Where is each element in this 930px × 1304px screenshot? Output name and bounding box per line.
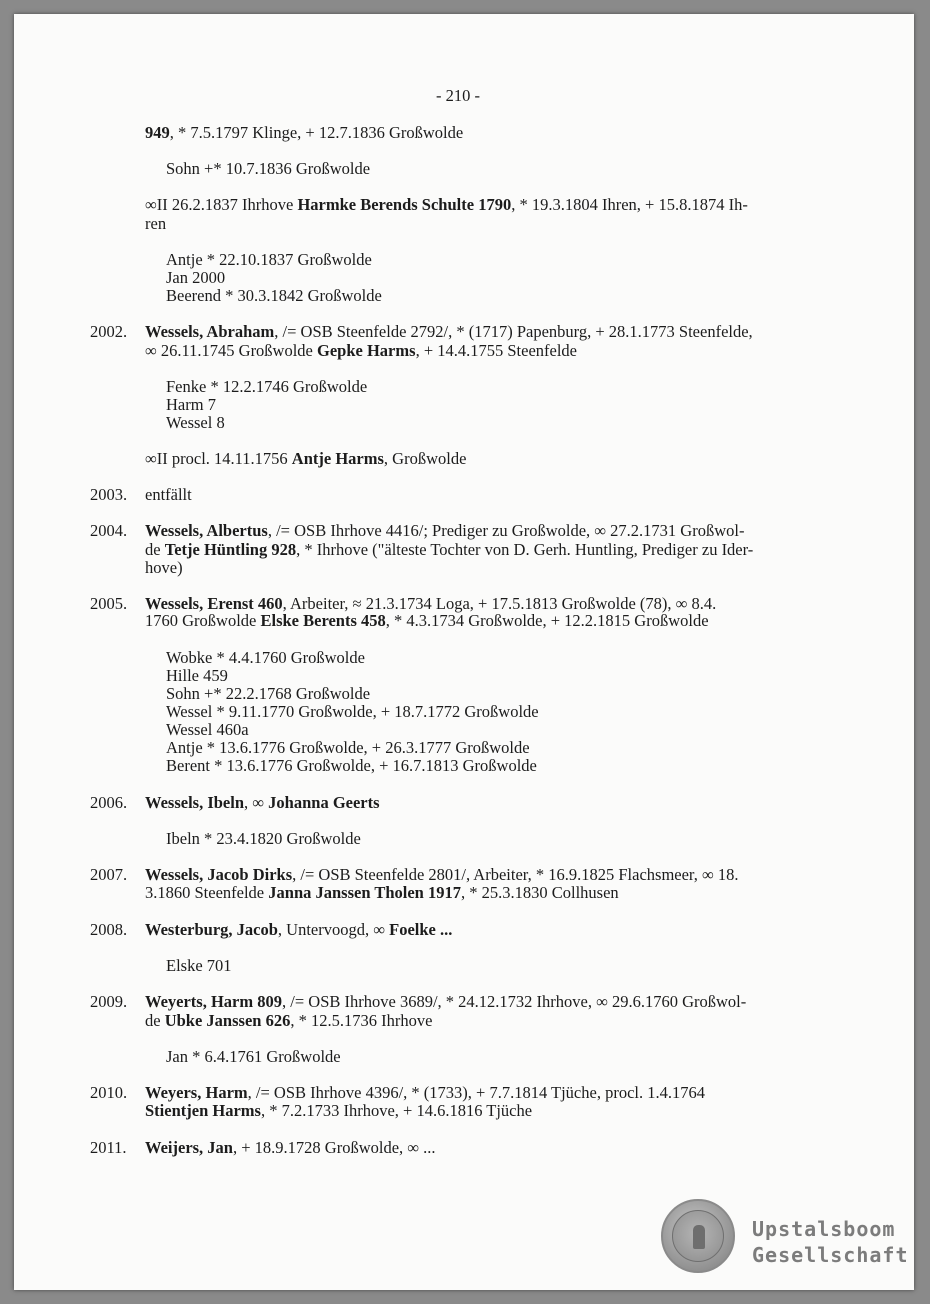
entry-949-head: 949, * 7.5.1797 Klinge, + 12.7.1836 Großwolde [145, 123, 464, 142]
entry-949-child-list-item: Jan 2000 [166, 268, 226, 287]
entry-number: 2003. [90, 485, 128, 504]
entry-2004-line1: Wessels, Albertus, /= OSB Ihrhove 4416/; Prediger zu Großwolde, ∞ 27.2.1731 Großwol- [145, 521, 745, 540]
seal-logo-icon [661, 1199, 735, 1273]
entry-949-marriage: ∞II 26.2.1837 Ihrhove Harmke Berends Schulte 1790, * 19.3.1804 Ihren, + 15.8.1874 Ih- [145, 195, 748, 214]
entry-2010-line1: Weyers, Harm, /= OSB Ihrhove 4396/, * (1733), + 7.7.1814 Tjüche, procl. 1.4.1764 [145, 1083, 705, 1102]
entry-2005-child: Antje * 13.6.1776 Großwolde, + 26.3.1777 Großwolde [166, 738, 530, 757]
entry-2008-line1: Westerburg, Jacob, Untervoogd, ∞ Foelke ... [145, 920, 453, 939]
entry-949-marriage-cont: ren [145, 214, 167, 233]
entry-2004-line2: de Tetje Hüntling 928, * Ihrhove ("älteste Tochter von D. Gerh. Huntling, Prediger zu Ider- [145, 540, 754, 559]
entry-number: 2011. [90, 1138, 127, 1157]
entry-number: 2009. [90, 992, 128, 1011]
entry-number: 2004. [90, 521, 128, 540]
entry-number: 2002. [90, 322, 128, 341]
entry-2010-line2: Stientjen Harms, * 7.2.1733 Ihrhove, + 14.6.1816 Tjüche [145, 1101, 533, 1120]
entry-2007-line1: Wessels, Jacob Dirks, /= OSB Steenfelde 2801/, Arbeiter, * 16.9.1825 Flachsmeer, ∞ 18. [145, 865, 739, 884]
seal-inner-ring [672, 1210, 724, 1262]
entry-2005-line2: 1760 Großwolde Elske Berents 458, * 4.3.1734 Großwolde, + 12.2.1815 Großwolde [145, 611, 709, 630]
entry-949-child: Sohn +* 10.7.1836 Großwolde [166, 159, 371, 178]
entry-2007-line2: 3.1860 Steenfelde Janna Janssen Tholen 1917, * 25.3.1830 Collhusen [145, 883, 619, 902]
entry-number: 2010. [90, 1083, 128, 1102]
entry-2002-line2: ∞ 26.11.1745 Großwolde Gepke Harms, + 14.4.1755 Steenfelde [145, 341, 578, 360]
entry-2005-child: Wobke * 4.4.1760 Großwolde [166, 648, 365, 667]
entry-2004-line3: hove) [145, 558, 183, 577]
entry-number: 2005. [90, 594, 128, 613]
entry-2002-child: Harm 7 [166, 395, 216, 414]
brand-name-line1: Upstalsboom [752, 1217, 896, 1241]
entry-2009-child: Jan * 6.4.1761 Großwolde [166, 1047, 341, 1066]
entry-2005-child: Hille 459 [166, 666, 228, 685]
entry-2002-child: Fenke * 12.2.1746 Großwolde [166, 377, 368, 396]
entry-2002-line1: Wessels, Abraham, /= OSB Steenfelde 2792/, * (1717) Papenburg, + 28.1.1773 Steenfelde, [145, 322, 753, 341]
entry-2005-child: Berent * 13.6.1776 Großwolde, + 16.7.1813 Großwolde [166, 756, 537, 775]
entry-number: 2006. [90, 793, 128, 812]
entry-2006-child: Ibeln * 23.4.1820 Großwolde [166, 829, 361, 848]
seal-figure [693, 1225, 705, 1249]
entry-2005-child: Sohn +* 22.2.1768 Großwolde [166, 684, 371, 703]
entry-2005-child: Wessel * 9.11.1770 Großwolde, + 18.7.1772 Großwolde [166, 702, 539, 721]
entry-2009-line2: de Ubke Janssen 626, * 12.5.1736 Ihrhove [145, 1011, 433, 1030]
entry-2005-line1: Wessels, Erenst 460, Arbeiter, ≈ 21.3.1734 Loga, + 17.5.1813 Großwolde (78), ∞ 8.4. [145, 594, 717, 613]
entry-2006-line1: Wessels, Ibeln, ∞ Johanna Geerts [145, 793, 380, 812]
entry-949-child-list-item: Antje * 22.10.1837 Großwolde [166, 250, 372, 269]
entry-2005-child: Wessel 460a [166, 720, 249, 739]
entry-number: 2008. [90, 920, 128, 939]
entry-number: 2007. [90, 865, 128, 884]
entry-2008-child: Elske 701 [166, 956, 232, 975]
entry-2009-line1: Weyerts, Harm 809, /= OSB Ihrhove 3689/, * 24.12.1732 Ihrhove, ∞ 29.6.1760 Großwol- [145, 992, 747, 1011]
entry-949-child-list-item: Beerend * 30.3.1842 Großwolde [166, 286, 382, 305]
entry-2002-marriage2: ∞II procl. 14.11.1756 Antje Harms, Großwolde [145, 449, 467, 468]
entry-2003-text: entfällt [145, 485, 192, 504]
brand-name-line2: Gesellschaft [752, 1243, 909, 1267]
entry-2011-line1: Weijers, Jan, + 18.9.1728 Großwolde, ∞ ... [145, 1138, 436, 1157]
page-number: - 210 - [436, 86, 480, 105]
entry-2002-child: Wessel 8 [166, 413, 225, 432]
